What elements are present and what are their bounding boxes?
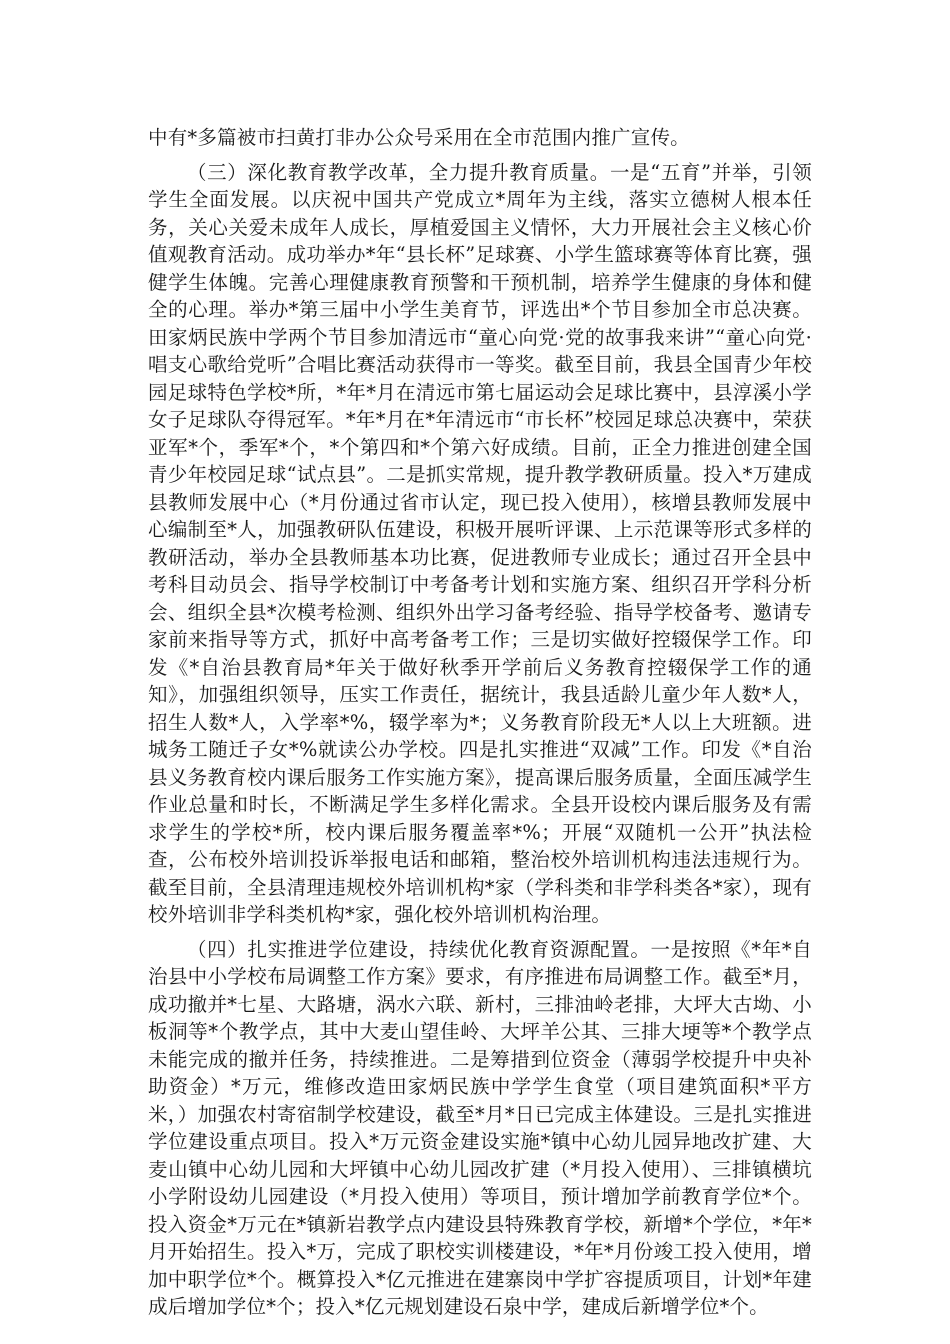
document-body bbox=[148, 124, 812, 1321]
paragraph-section-4: （四）扎实推进学位建设，持续优化教育资源配置。一是按照《*年*自治县中小学校布局调整工作方案》要求，有序推进布局调整工作。截至*月，成功撤并*七星、大路塘，涡水六联、新村，三排油岭老排，大坪大古坳、小板洞等*个教学点，其中大麦山望佳岭、大坪羊公其、三排大埂等*个教学点未能完成的撤并任务，持续推进。二是筹措到位资金（薄弱学校提升中央补助资金）*万元，维修改造田家炳民族中学学生食堂（项目建筑面积*平方米，）加强农村寄宿制学校建设，截至*月*日已完成主体建设。三是扎实推进学位建设重点项目。投入*万元资金建设实施*镇中心幼儿园异地改扩建、大麦山镇中心幼儿园和大坪镇中心幼儿园改扩建（*月投入使用）、三排镇横坑小学附设幼儿园建设（*月投入使用）等项目，预计增加学前教育学位*个。投入资金*万元在*镇新岩教学点内建设县特殊教育学校，新增*个学位，*年*月开始招生。投入*万，完成了职校实训楼建设，*年*月份竣工投入使用，增加中职学位*个。概算投入*亿元推进在建寨岗中学扩容提质项目，计划*年建成后增加学位*个；投入*亿元规划建设石泉中学，建成后新增学位*个。 bbox=[148, 937, 812, 1318]
paragraph-continuation: 中有*多篇被市扫黄打非办公众号采用在全市范围内推广宣传。 bbox=[148, 126, 690, 149]
paragraph-section-3: （三）深化教育教学改革，全力提升教育质量。一是“五育”并举，引领学生全面发展。以庆祝中国共产党成立*周年为主线，落实立德树人根本任务，关心关爱未成年人成长，厚植爱国主义情怀，大力开展社会主义核心价值观教育活动。成功举办*年“县长杯”足球赛、小学生篮球赛等体育比赛，强健学生体魄。完善心理健康教育预警和干预机制，培养学生健康的身体和健全的心理。举办*第三届中小学生美育节，评选出*个节目参加全市总决赛。田家炳民族中学两个节目参加清远市“童心向党·党的故事我来讲”“童心向党·唱支心歌给党听”合唱比赛活动获得市一等奖。截至目前，我县全国青少年校园足球特色学校*所，*年*月在清远市第七届运动会足球比赛中，县淳溪小学女子足球队夺得冠军。*年*月在*年清远市“市长杯”校园足球总决赛中，荣获亚军*个，季军*个，*个第四和*个第六好成绩。目前，正全力推进创建全国青少年校园足球“试点县”。二是抓实常规，提升教学教研质量。投入*万建成县教师发展中心（*月份通过省市认定，现已投入使用），核增县教师发展中心编制至*人，加强教研队伍建设，积极开展听评课、上示范课等形式多样的教研活动，举办全县教师基本功比赛，促进教师专业成长；通过召开全县中考科目动员会、指导学校制订中考备考计划和实施方案、组织召开学科分析会、组织全县*次模考检测、组织外出学习备考经验、指导学校备考、邀请专家前来指导等方式，抓好中高考备考工作；三是切实做好控辍保学工作。印发《*自治县教育局*年关于做好秋季开学前后义务教育控辍保学工作的通知》，加强组织领导，压实工作责任，据统计，我县适龄儿童少年人数*人，招生人数*人，入学率*%，辍学率为*；义务教育阶段无*人以上大班额。进城务工随迁子女*%就读公办学校。四是扎实推进“双减”工作。印发《*自治县义务教育校内课后服务工作实施方案》，提高课后服务质量，全面压减学生作业总量和时长，不断满足学生多样化需求。全县开设校内课后服务及有需求学生的学校*所，校内课后服务覆盖率*%；开展“双随机一公开”执法检查，公布校外培训投诉举报电话和邮箱，整治校外培训机构违法违规行为。截至目前，全县清理违规校外培训机构*家（学科类和非学科类各*家），现有校外培训非学科类机构*家，强化校外培训机构治理。 bbox=[148, 160, 812, 926]
